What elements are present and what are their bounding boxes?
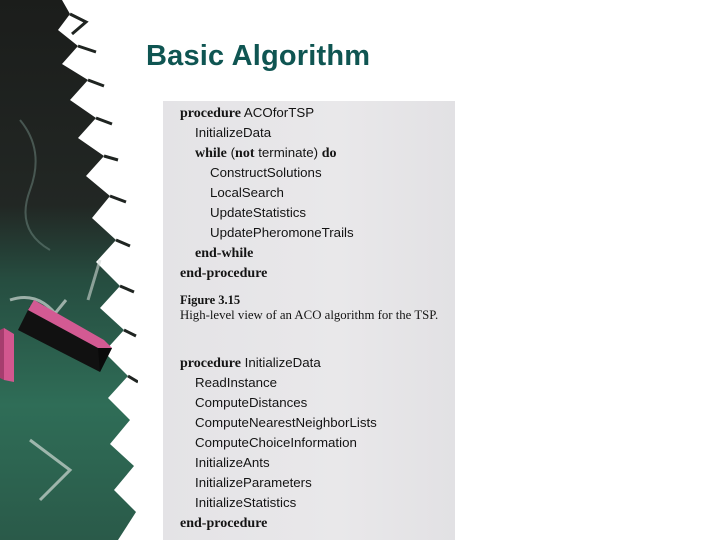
end-procedure-keyword: end-procedure <box>180 516 268 531</box>
terminate-text: terminate <box>258 145 314 160</box>
slide-title: Basic Algorithm <box>146 40 371 72</box>
procedure-name: InitializeData <box>244 355 321 370</box>
code-line: ComputeChoiceInformation <box>195 435 357 450</box>
procedure-name: ACOforTSP <box>243 105 315 120</box>
end-procedure-line <box>180 515 267 532</box>
chalk-stick-pink-icon <box>0 328 14 382</box>
figure-label: Figure 3.15 <box>180 293 241 307</box>
code-line: InitializeData <box>195 125 272 140</box>
code-line: ComputeNearestNeighborLists <box>195 415 377 430</box>
end-procedure-line <box>180 265 267 282</box>
procedure-header <box>180 105 314 122</box>
not-keyword: not <box>235 146 255 161</box>
do-keyword: do <box>321 146 337 161</box>
end-while-line <box>195 245 253 262</box>
procedure-header <box>180 355 321 372</box>
algorithm-figure-scan <box>163 101 455 540</box>
code-line: InitializeStatistics <box>195 495 297 510</box>
code-line: ConstructSolutions <box>210 165 322 180</box>
while-keyword: while <box>195 146 227 161</box>
code-line: InitializeParameters <box>195 475 312 490</box>
code-line: ReadInstance <box>195 375 278 390</box>
code-line: LocalSearch <box>210 185 284 200</box>
procedure-keyword: procedure <box>180 356 241 371</box>
code-line: UpdatePheromoneTrails <box>210 225 354 240</box>
end-while-keyword: end-while <box>195 246 254 261</box>
chalkboard-decoration <box>0 0 138 540</box>
figure-caption: High-level view of an ACO algorithm for the TSP. <box>180 308 439 322</box>
procedure-keyword: procedure <box>180 106 241 121</box>
code-line: UpdateStatistics <box>210 205 307 220</box>
while-line: while (not terminate) do <box>195 145 337 161</box>
code-line: InitializeAnts <box>195 455 270 470</box>
end-procedure-keyword: end-procedure <box>180 266 268 281</box>
code-line: ComputeDistances <box>195 395 308 410</box>
